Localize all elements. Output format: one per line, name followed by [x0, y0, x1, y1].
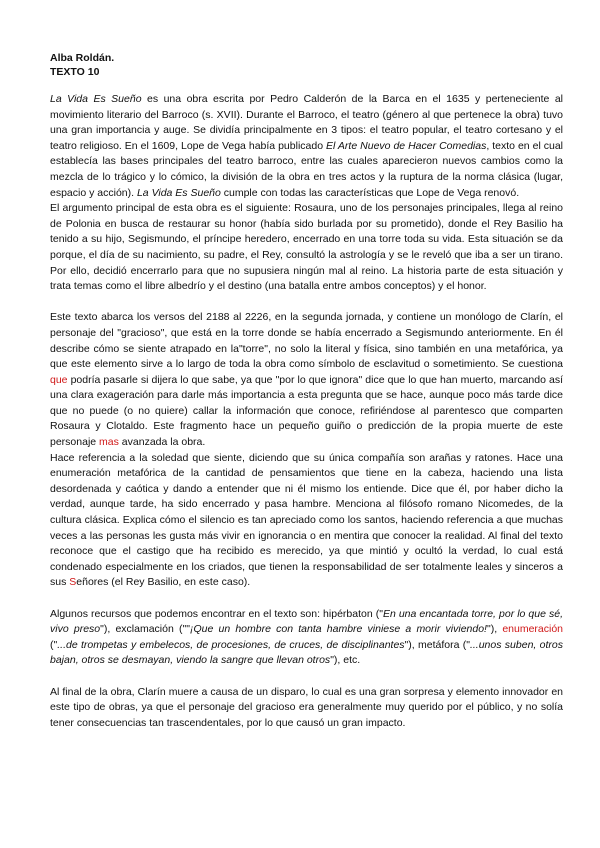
- paragraph-conclusion: Al final de la obra, Clarín muere a causa de un disparo, lo cual es una gran sorpresa y elemento innovador en este tipo de obras, ya que el personaje del gracioso era generalmente muy querido por el público, y no solía tener consecuencias tan trascendentales, por lo que causó un gran impacto.: [50, 685, 563, 729]
- paragraph-text: podría pasarle si dijera lo que sabe, ya que "por lo que ignora" dice que lo que han muerto, marcando así una clara exageración para darle más importancia a esta pregunta que se hace, aunque poco más tarde dice que no puede (o no quiere) callar la información que conoce, refiriéndose al parentesco que comparten Rosaura y Clotaldo. Este fragmento hace un pequeño guiño o predicción de la propia muerte de este personaje: [50, 373, 563, 449]
- paragraph-text: avanzada la obra.: [118, 436, 206, 449]
- paragraph-text: "), exclamación ("": [100, 623, 190, 636]
- text-number: TEXTO 10: [50, 65, 100, 78]
- quote: ...de trompetas y embelecos, de procesiones, de cruces, de disciplinantes: [57, 638, 405, 651]
- paragraph-text: Este texto abarca los versos del 2188 al 2226, en la segunda jornada, y contiene un monólogo de Clarín, el personaje del "gracioso", que está en la torre donde se había encerrado a Segismundo anteriormente. En él describe cómo se siente atrapado en la"torre", no solo la literal y física, sino también en una metafórica, ya que este elemento sirve a lo largo de toda la obra como símbolo de esclavitud o sometimiento. Se cuestiona: [50, 311, 563, 371]
- highlighted-word: enumeración: [502, 623, 564, 636]
- paragraph-text: eñores (el Rey Basilio, en este caso).: [76, 576, 251, 589]
- paragraph-themes: [50, 451, 563, 591]
- paragraph-text: "), etc.: [330, 654, 361, 667]
- paragraph-text: (": [50, 638, 58, 651]
- work-title: La Vida Es Sueño: [50, 93, 142, 105]
- paragraph-plot: El argumento principal de esta obra es el siguiente: Rosaura, uno de los personajes principales, llega al reino de Polonia en busca de restaurar su honor (había sido burlada por su prometido), donde el Rey Basilio ha tenido a su hijo, Segismundo, el príncipe heredero, encerrado en una torre toda su vida. Esta situación se da porque, el día de su nacimiento, su padre, el Rey, consultó la astrología y se le reveló que iba a ser un tirano. Por ello, decidió encerrarlo para que no supusiera ningún mal al reino. La historia parte de esta situación y trata temas como el libre albedrío y el destino (una batalla entre ambos conceptos) y el honor.: [50, 202, 563, 293]
- paragraph-text: cumple con todas las características que Lope de Vega renovó.: [220, 186, 520, 199]
- paragraph-text: "), metáfora (": [404, 638, 470, 651]
- paragraph-resources: [50, 607, 563, 669]
- highlighted-word: que: [50, 373, 68, 386]
- paragraph-intro: [50, 92, 563, 201]
- highlighted-word: mas: [99, 436, 119, 449]
- paragraph-text: Algunos recursos que podemos encontrar en el texto son: hipérbaton (": [50, 607, 383, 620]
- paragraph-text: , texto en el cual establecía las bases principales del teatro barroco, entre las cuales aparecieron nuevos cambios como la mezcla de lo trágico y lo cómico, la división de la obra en tres actos y la ruptura de la norma clásica (lugar, espacio y acción).: [50, 139, 564, 199]
- author-name: Alba Roldán.: [50, 52, 115, 64]
- highlighted-letter: S: [69, 576, 77, 589]
- work-title-lope: El Arte Nuevo de Hacer Comedias: [326, 139, 487, 152]
- quote: ¡Que un hombre con tanta hambre viniese a morir viviendo!: [189, 623, 487, 636]
- paragraph-text: "),: [486, 623, 503, 636]
- paragraph-gap: [50, 591, 563, 607]
- quote: ...unos suben, otros bajan, otros se desmayan, viendo la sangre que llevan otros: [50, 638, 563, 667]
- paragraph-gap: [50, 669, 563, 685]
- document-header: [50, 52, 563, 79]
- paragraph-analysis: [50, 310, 563, 450]
- paragraph-text: es una obra escrita por Pedro Calderón de la Barca en el 1635 y perteneciente al movimiento literario del Barroco (s. XVII). Durante el Barroco, el teatro (género al que pertenece la obra) tuvo una gran importancia y auge. Se dividía principalmente en 3 tipos: el teatro popular, el teatro cortesano y el teatro religioso. En el 1609, Lope de Vega había publicado: [50, 93, 564, 152]
- work-title: La Vida Es Sueño: [136, 186, 221, 199]
- quote: En una encantada torre, por lo que sé, vivo preso: [50, 607, 563, 636]
- paragraph-gap: [50, 295, 563, 311]
- paragraph-text: Hace referencia a la soledad que siente, diciendo que su única compañía son arañas y ratones. Hace una enumeración metafórica de la cantidad de pensamientos que tiene en la cabeza, haciendo una lista desordenada y caótica y dando a entender que ni él mismo los entiende. Dice que él, por haber dicho la verdad, aunque tarde, ha sido encerrado y pasa hambre. Menciona al filósofo romano Nicomedes, de la cultura clásica. Explica cómo el silencio es tan apreciado como los santos, haciendo referencia a que muchas veces a las personas les gusta más vivir en ignorancia o en mentira que conocer la realidad. Al final del texto reconoce que el castigo que ha recibido es merecido, ya que mintió y ocultó la verdad, lo cual está condenado especialmente en los criados, que tienen la responsabilidad de ser totalmente leales y sinceros a sus: [50, 451, 563, 589]
